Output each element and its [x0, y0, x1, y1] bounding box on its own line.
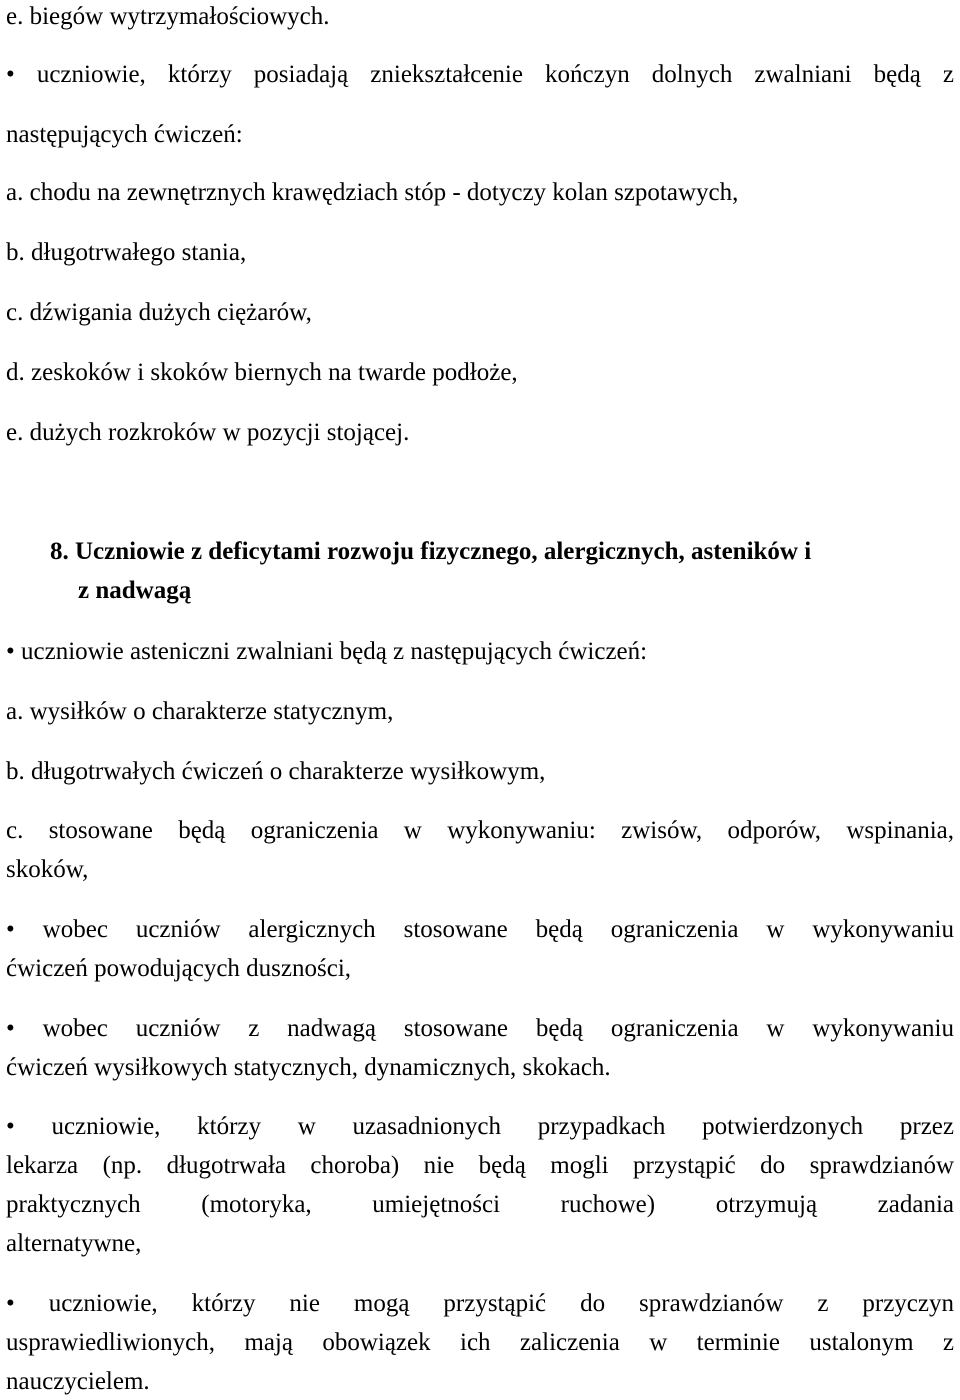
- bullet-lower-limbs-line-1: • uczniowie, którzy posiadają zniekształcenie kończyn dolnych zwalniani będą z: [6, 61, 954, 88]
- list-item-a-outer-foot: a. chodu na zewnętrznych krawędziach stóp - dotyczy kolan szpotawych,: [6, 179, 739, 206]
- list-item-c-lifting: c. dźwigania dużych ciężarów,: [6, 299, 312, 326]
- list-item-a-static: a. wysiłków o charakterze statycznym,: [6, 698, 394, 725]
- bullet-allergic-line-2: ćwiczeń powodujących duszności,: [6, 955, 352, 982]
- bullet-allergic-line-1: • wobec uczniów alergicznych stosowane będą ograniczenia w wykonywaniu: [6, 916, 954, 943]
- bullet-excused-line-2: usprawiedliwionych, mają obowiązek ich zaliczenia w terminie ustalonym z: [6, 1329, 954, 1356]
- bullet-lower-limbs-line-2: następujących ćwiczeń:: [6, 121, 243, 148]
- bullet-illness-line-4: alternatywne,: [6, 1230, 142, 1257]
- list-item-c-restrictions-line-1: c. stosowane będą ograniczenia w wykonywaniu: zwisów, odporów, wspinania,: [6, 817, 954, 844]
- bullet-illness-line-1: • uczniowie, którzy w uzasadnionych przypadkach potwierdzonych przez: [6, 1113, 954, 1140]
- bullet-illness-line-2: lekarza (np. długotrwała choroba) nie będą mogli przystąpić do sprawdzianów: [6, 1152, 954, 1179]
- list-item-running: e. biegów wytrzymałościowych.: [6, 3, 330, 30]
- section-8-heading-line-1: 8. Uczniowie z deficytami rozwoju fizycznego, alergicznych, asteników i: [50, 538, 812, 565]
- bullet-excused-line-3: nauczycielem.: [6, 1368, 150, 1395]
- list-item-c-restrictions-line-2: skoków,: [6, 856, 89, 883]
- section-8-heading-line-2: z nadwagą: [78, 577, 192, 604]
- list-item-d-jumps: d. zeskoków i skoków biernych na twarde podłoże,: [6, 359, 518, 386]
- list-item-e-straddle: e. dużych rozkroków w pozycji stojącej.: [6, 419, 410, 446]
- list-item-b-endurance: b. długotrwałych ćwiczeń o charakterze wysiłkowym,: [6, 758, 546, 785]
- bullet-overweight-line-1: • wobec uczniów z nadwagą stosowane będą ograniczenia w wykonywaniu: [6, 1015, 954, 1042]
- bullet-asthenic: • uczniowie asteniczni zwalniani będą z następujących ćwiczeń:: [6, 638, 648, 665]
- bullet-excused-line-1: • uczniowie, którzy nie mogą przystąpić do sprawdzianów z przyczyn: [6, 1290, 954, 1317]
- bullet-overweight-line-2: ćwiczeń wysiłkowych statycznych, dynamicznych, skokach.: [6, 1054, 611, 1081]
- bullet-illness-line-3: praktycznych (motoryka, umiejętności ruchowe) otrzymują zadania: [6, 1191, 954, 1218]
- list-item-b-standing: b. długotrwałego stania,: [6, 239, 247, 266]
